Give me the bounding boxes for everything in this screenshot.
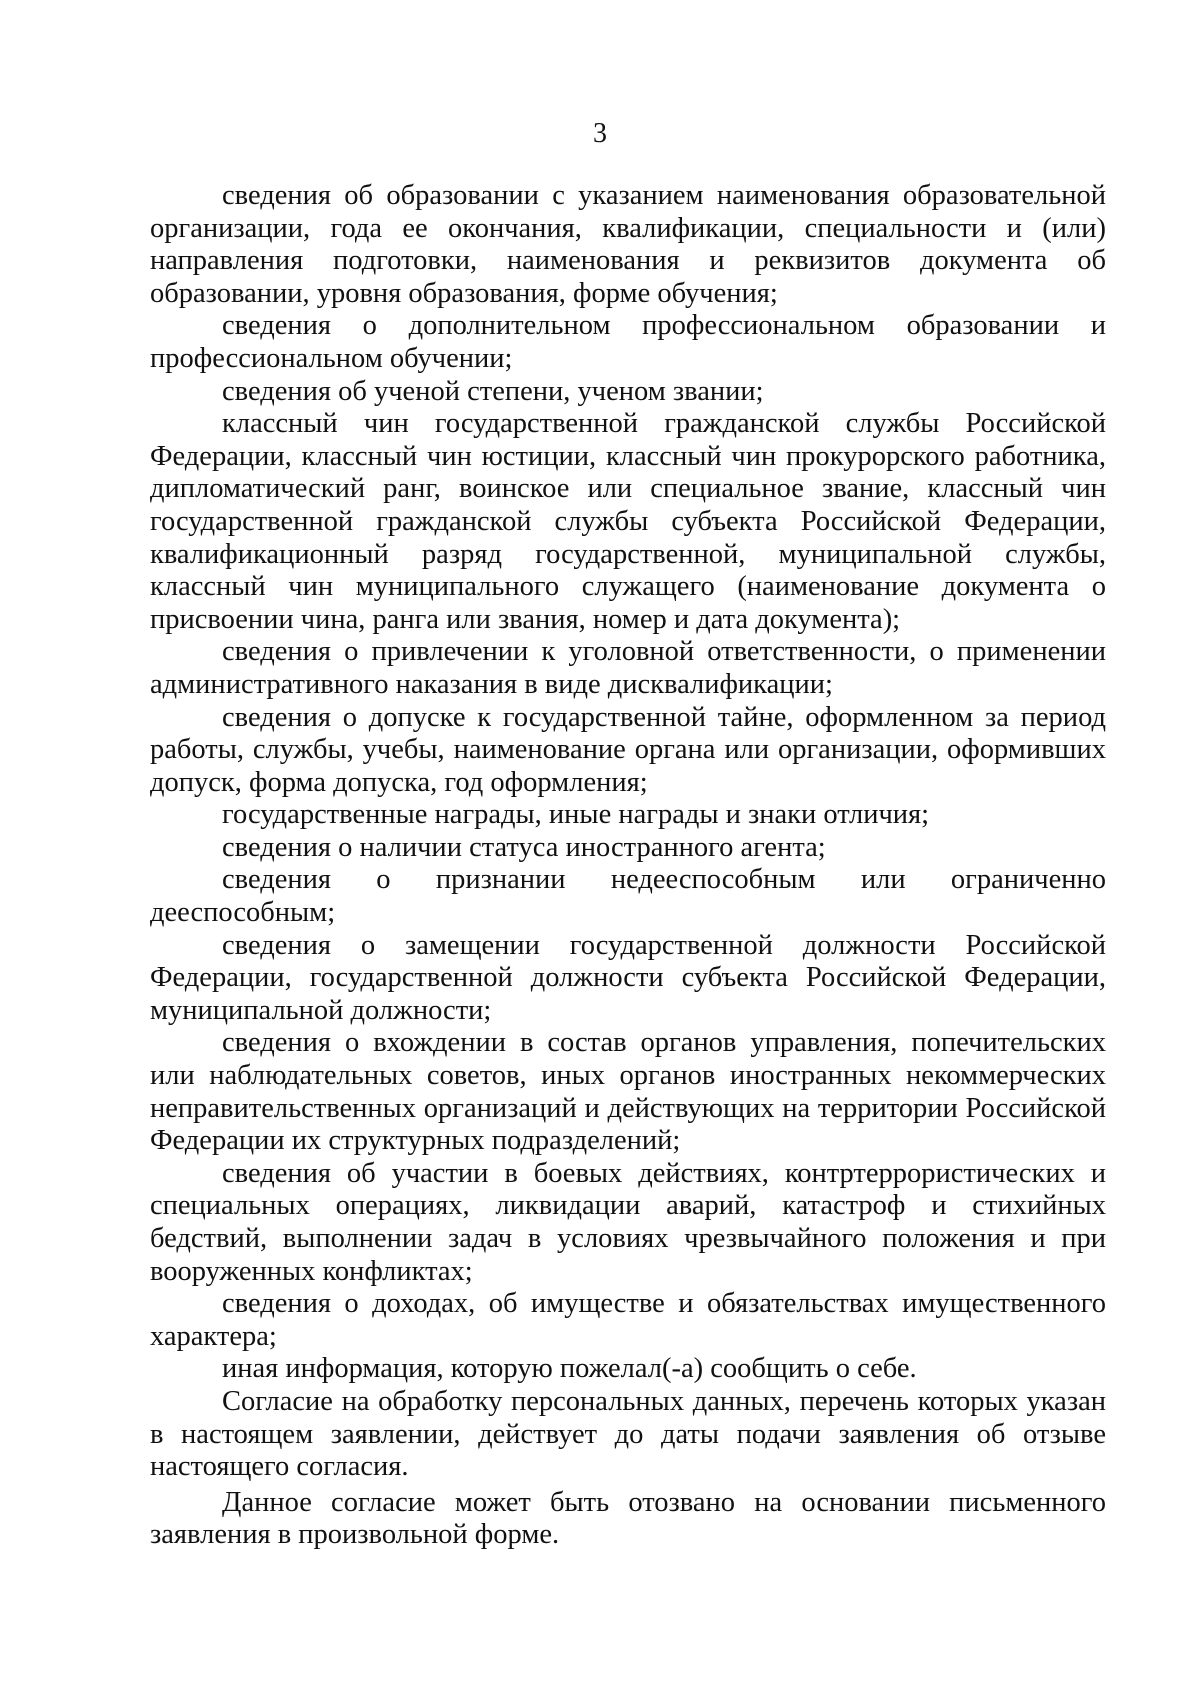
paragraph-academic-degree: сведения об ученой степени, ученом звании; <box>222 375 764 407</box>
document-body <box>150 180 1106 1552</box>
paragraph-combat: сведения об участии в боевых действиях, контртеррористических и специальных операциях, ликвидации аварий, катастроф и стихийных бедствий, выполнении задач в условиях чрезвычайного положения и при вооруженных конфликтах; <box>150 1157 1106 1287</box>
paragraph-awards: государственные награды, иные награды и знаки отличия; <box>222 799 930 831</box>
paragraph-foreign-ngo: сведения о вхождении в состав органов управления, попечительских или наблюдательных советов, иных органов иностранных некоммерческих неправительственных организаций и действующих на территории Российской Федерации их структурных подразделений; <box>150 1027 1106 1157</box>
paragraph-other-info: иная информация, которую пожелал(-а) сообщить о себе. <box>222 1353 917 1385</box>
paragraph-additional-education: сведения о дополнительном профессиональном образовании и профессиональном обучении; <box>150 310 1106 374</box>
page-number: 3 <box>593 118 607 149</box>
paragraph-consent-validity: Согласие на обработку персональных данных, перечень которых указан в настоящем заявлении, действует до даты подачи заявления об отзыве настоящего согласия. <box>150 1385 1106 1483</box>
paragraph-incapacity: сведения о признании недееспособным или ограниченно дееспособным; <box>150 864 1106 929</box>
paragraph-education: сведения об образовании с указанием наименования образовательной организации, года ее окончания, квалификации, специальности и (или) направления подготовки, наименования и реквизитов документа об образовании, уровня образования, форме обучения; <box>150 180 1106 309</box>
paragraph-state-position: сведения о замещении государственной должности Российской Федерации, государственной должности субъекта Российской Федерации, муниципальной должности; <box>150 929 1106 1026</box>
paragraph-class-rank: классный чин государственной гражданской службы Российской Федерации, классный чин юстиции, классный чин прокурорского работника, дипломатический ранг, воинское или специальное звание, классный чин государственной гражданской службы субъекта Российской Федерации, квалификационный разряд государственной, муниципальной службы, классный чин муниципального служащего (наименование документа о присвоении чина, ранга или звания, номер и дата документа); <box>150 408 1106 635</box>
paragraph-consent-withdrawal: Данное согласие может быть отозвано на основании письменного заявления в произвольной форме. <box>150 1486 1106 1551</box>
paragraph-state-secret: сведения о допуске к государственной тайне, оформленном за период работы, службы, учебы, наименование органа или организации, оформивших допуск, форма допуска, год оформления; <box>150 701 1106 798</box>
paragraph-foreign-agent: сведения о наличии статуса иностранного агента; <box>222 831 826 863</box>
paragraph-criminal-liability: сведения о привлечении к уголовной ответственности, о применении административного наказания в виде дисквалификации; <box>150 636 1106 700</box>
paragraph-income: сведения о доходах, об имуществе и обязательствах имущественного характера; <box>150 1288 1106 1352</box>
